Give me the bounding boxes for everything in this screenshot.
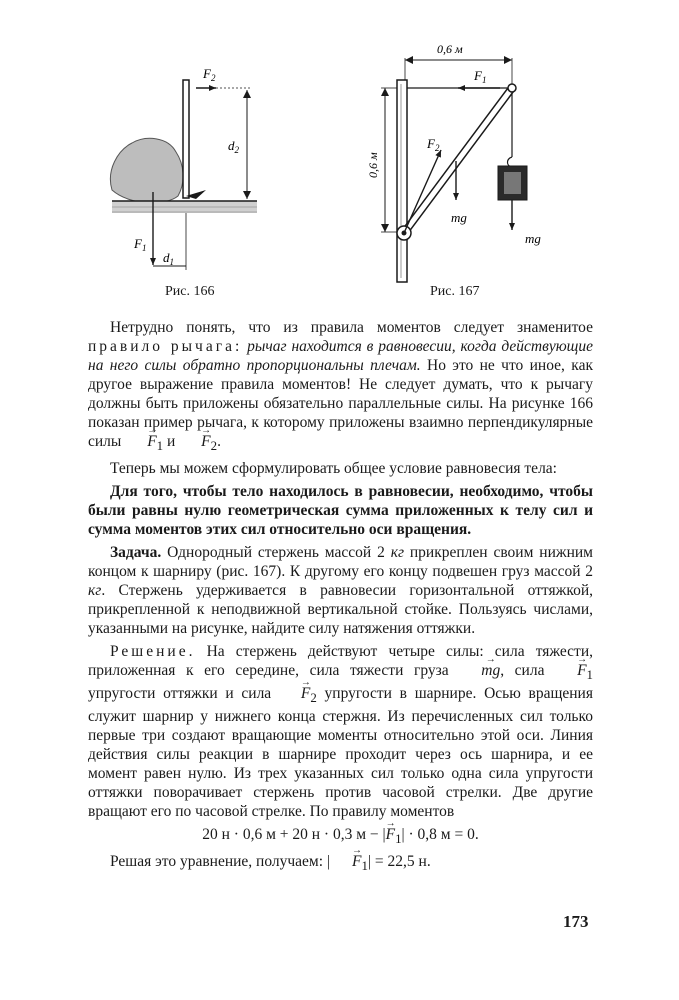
vertical-post [397, 80, 407, 282]
paragraph-intro-condition: Теперь мы можем сформулировать общее условие равновесия тела: [110, 460, 557, 478]
label-f2: $F_2$ [427, 136, 440, 153]
paragraph-problem: Задача. Однородный стержень массой 2 кг прикреплен своим нижним концом к шарниру (рис. 167). К другому его концу подвешен груз массой 2 кг. Стержень удерживается в равновесии горизонтальной оттяжкой, прикрепленной к неподвижной вертикальной стойке. Пользуясь числами, указанными на рисунке, найдите силу натяжения оттяжки. [88, 544, 593, 638]
figure-167-rod [366, 42, 541, 282]
figures-area [0, 0, 679, 310]
label-d2: $d_2$ [228, 138, 239, 155]
label-height: 0,6 м [366, 152, 380, 178]
figure-166-lever [110, 66, 257, 270]
rock [110, 138, 183, 203]
paragraph-lever-rule: Нетрудно понять, что из правила моментов следует знаменитое правило рычага: рычаг находится в равновесии, когда действующие на него силы обратно пропорциональны плечам. Но это не что иное, как другое выражение правила моментов! Не следует думать, что к рычагу должны быть приложены обязательно параллельные силы. На рисунке 166 показан пример рычага, к которому приложены взаимно перпендикулярные силы → $F_1$ $и \to F_2$. [88, 318, 593, 455]
page-number: 173 [563, 912, 589, 931]
label-d1: $d_1$ [163, 250, 174, 267]
label-width: 0,6 м [437, 42, 463, 56]
main-text [88, 318, 593, 879]
caption-fig-166: Рис. 166 [165, 284, 215, 299]
paragraph-equilibrium-condition: Для того, чтобы тело находилось в равновесии, необходимо, чтобы были равны нулю геометрическая сумма приложенных к телу сил и сумма моментов этих сил относительно оси вращения. [88, 483, 593, 539]
label-f2: $F_2$ [203, 66, 216, 83]
equation-moments: 20 н · 0,6 м + 20 н · 0,3 м − |→ $F_1| \cdot 0,8$ м = 0. [88, 825, 593, 848]
label-f1: $F_1$ [474, 68, 487, 85]
paragraph-solution: Решение. На стержень действуют четыре силы: сила тяжести, приложенная к его середине, сила тяжести груза → mg, сила → $F_1$ упругости оттяжки и сила → $F_2$ упругости в шарнире. Осью вращения служит шарнир у нижнего конца стержня. Из перечисленных сил только первые три создают вращающие моменты относительно этой оси. Линия действия силы реакции в шарнире проходит через ось шарнира, и ее момент равен нулю. Из трех указанных сил только одна сила упругости оттяжки поворачивает стержень против часовой стрелки. Две другие вращают его по часовой стрелке. По правилу моментов [88, 642, 593, 821]
label-mg-load: mg [525, 231, 541, 246]
label-mg-rod: mg [451, 210, 467, 225]
label-f1: $F_1$ [134, 236, 147, 253]
paragraph-result: Решая это уравнение, получаем: |→ $F_1| = 22,5$ н. [88, 852, 593, 875]
crowbar [183, 80, 189, 198]
caption-fig-167: Рис. 167 [430, 284, 480, 299]
